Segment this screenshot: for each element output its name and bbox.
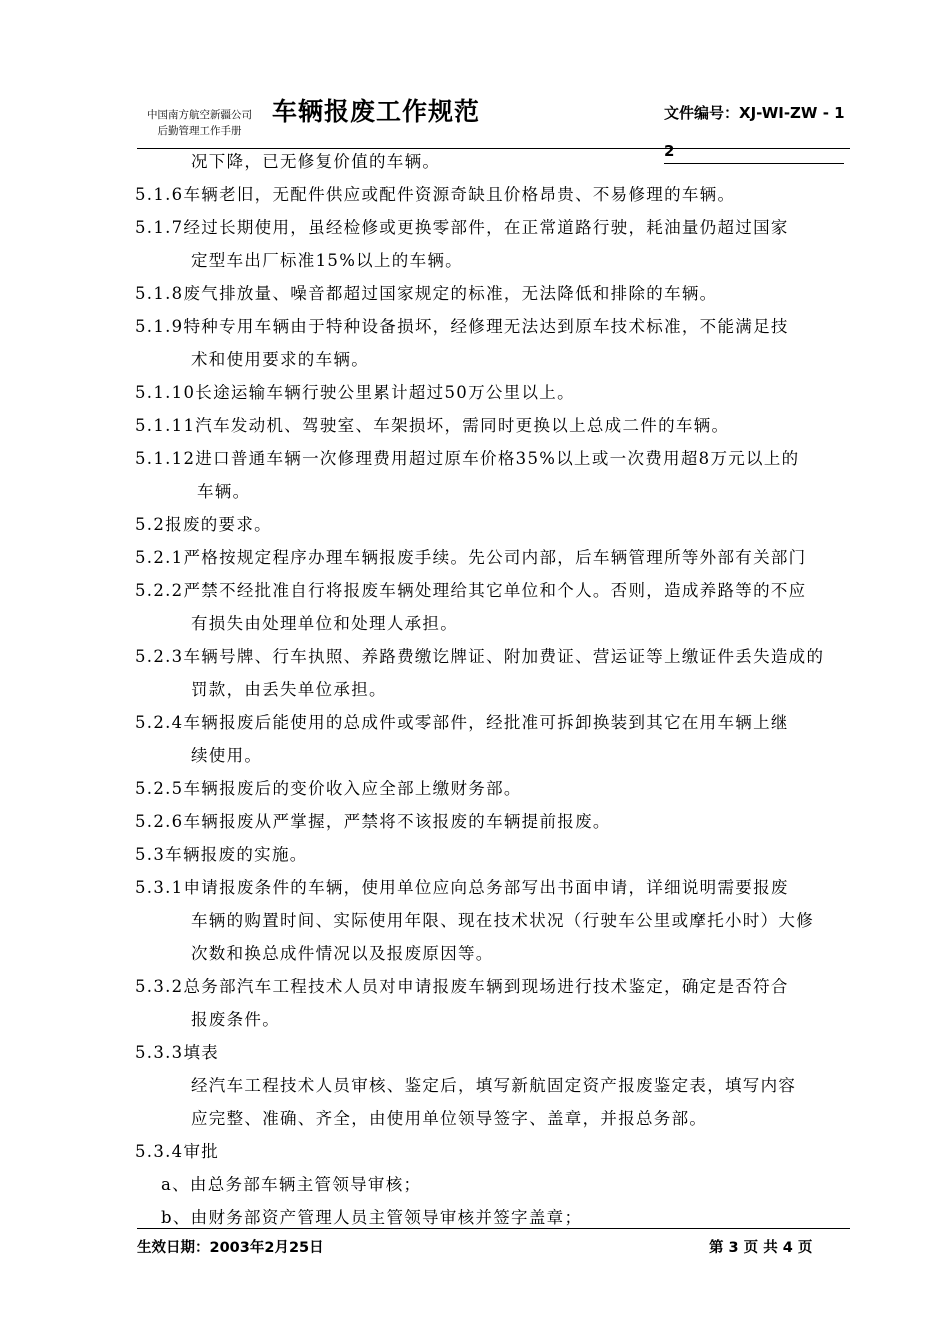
handbook-name: 后勤管理工作手册	[157, 125, 242, 137]
body-line: 5.2.2严禁不经批准自行将报废车辆处理给其它单位和个人。否则，造成养路等的不应	[135, 581, 807, 600]
body-line: 经汽车工程技术人员审核、鉴定后，填写新航固定资产报废鉴定表，填写内容	[191, 1076, 797, 1095]
body-line: 5.2.5车辆报废后的变价收入应全部上缴财务部。	[135, 779, 522, 798]
body-line: 5.1.8废气排放量、噪音都超过国家规定的标准，无法降低和排除的车辆。	[135, 284, 718, 303]
document-title: 车辆报废工作规范	[272, 97, 481, 126]
body-line: 5.1.10长途运输车辆行驶公里累计超过50万公里以上。	[135, 383, 575, 402]
body-line: 5.1.6车辆老旧，无配件供应或配件资源奇缺且价格昂贵、不易修理的车辆。	[135, 185, 736, 204]
body-line: 车辆。	[197, 482, 251, 501]
document-body	[135, 145, 853, 1234]
company-name: 中国南方航空新疆公司	[147, 109, 252, 121]
body-line: 罚款，由丢失单位承担。	[191, 680, 387, 699]
body-line: 5.1.9特种专用车辆由于特种设备损坏，经修理无法达到原车技术标准，不能满足技	[135, 317, 789, 336]
body-line: 5.2.1严格按规定程序办理车辆报废手续。先公司内部，后车辆管理所等外部有关部门	[135, 548, 807, 567]
body-line: 次数和换总成件情况以及报废原因等。	[191, 944, 494, 963]
body-line: 5.1.11汽车发动机、驾驶室、车架损坏，需同时更换以上总成二件的车辆。	[135, 416, 730, 435]
body-line: 5.2.4车辆报废后能使用的总成件或零部件，经批准可拆卸换装到其它在用车辆上继	[135, 713, 789, 732]
subsection-heading: 5.3.3填表	[135, 1043, 220, 1062]
body-line: 续使用。	[191, 746, 263, 765]
body-line: 术和使用要求的车辆。	[191, 350, 369, 369]
footer-divider	[137, 1228, 850, 1229]
list-item: b、由财务部资产管理人员主管领导审核并签字盖章；	[161, 1208, 583, 1227]
body-line: 5.2.3车辆号牌、行车执照、养路费缴讫牌证、附加费证、营运证等上缴证件丢失造成的	[135, 647, 825, 666]
body-line: 5.1.12进口普通车辆一次修理费用超过原车价格35%以上或一次费用超8万元以上的	[135, 449, 800, 468]
body-line: 应完整、准确、齐全，由使用单位领导签字、盖章，并报总务部。	[191, 1109, 708, 1128]
effective-date: 生效日期：2003年2月25日	[137, 1240, 324, 1256]
section-heading: 5.3车辆报废的实施。	[135, 845, 308, 864]
list-item: a、由总务部车辆主管领导审核；	[161, 1175, 422, 1194]
subsection-heading: 5.3.4审批	[135, 1142, 220, 1161]
body-line: 报废条件。	[191, 1010, 280, 1029]
body-line: 有损失由处理单位和处理人承担。	[191, 614, 458, 633]
body-line: 车辆的购置时间、实际使用年限、现在技术状况（行驶车公里或摩托小时）大修	[191, 911, 814, 930]
header-company	[137, 107, 262, 139]
body-line: 5.1.7经过长期使用，虽经检修或更换零部件，在正常道路行驶，耗油量仍超过国家	[135, 218, 789, 237]
body-line: 况下降，已无修复价值的车辆。	[191, 152, 441, 171]
body-line: 5.3.2总务部汽车工程技术人员对申请报废车辆到现场进行技术鉴定，确定是否符合	[135, 977, 789, 996]
body-line: 5.3.1申请报废条件的车辆，使用单位应向总务部写出书面申请，详细说明需要报废	[135, 878, 789, 897]
body-line: 5.2.6车辆报废从严掌握，严禁将不该报废的车辆提前报废。	[135, 812, 611, 831]
section-heading: 5.2报废的要求。	[135, 515, 272, 534]
body-line: 定型车出厂标准15%以上的车辆。	[191, 251, 463, 270]
document-number: 文件编号：XJ-WI-ZW - 12	[664, 104, 845, 160]
page-number: 第 3 页 共 4 页	[709, 1240, 813, 1256]
